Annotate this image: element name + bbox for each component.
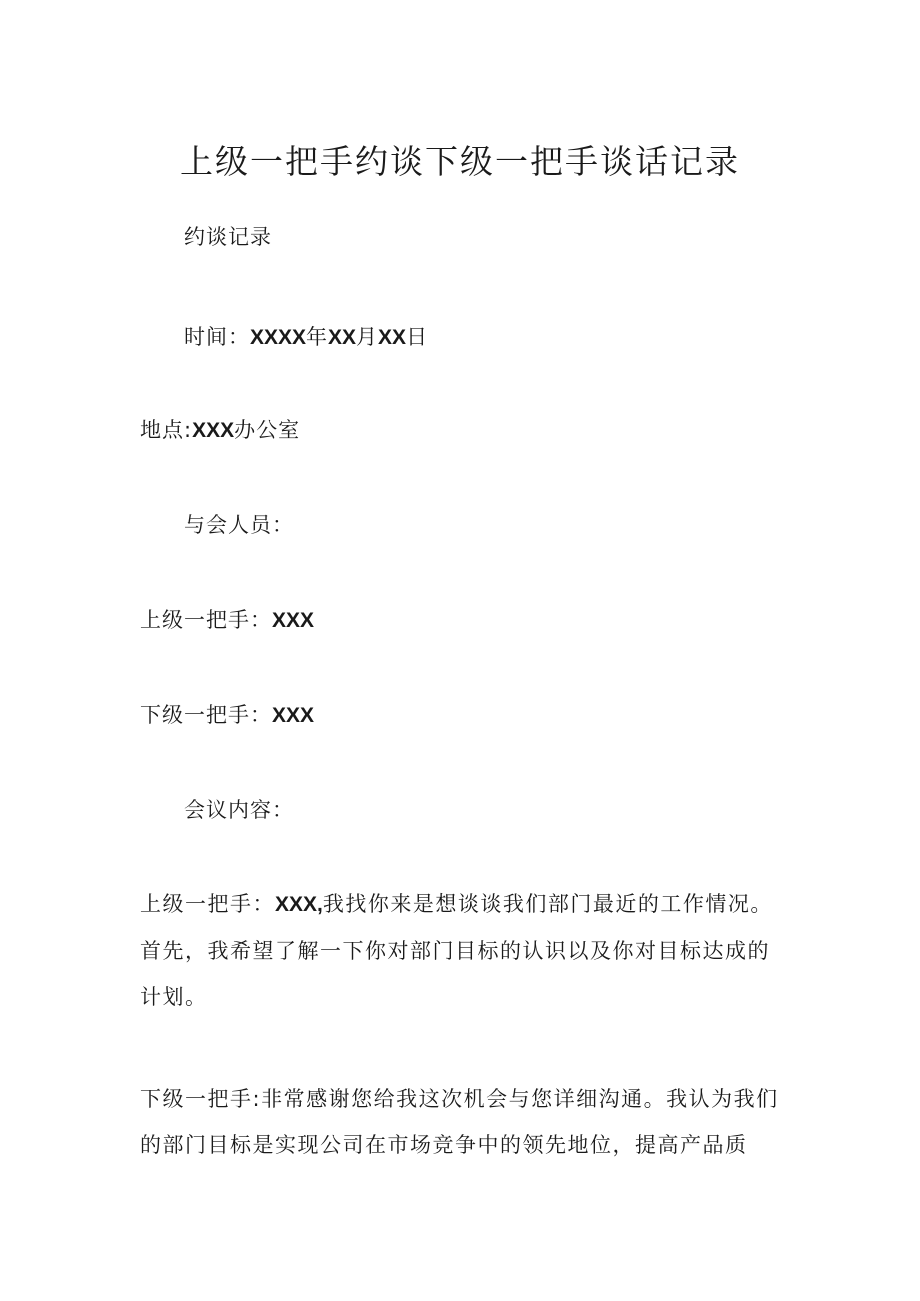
- attendees-label: 与会人员：: [184, 513, 294, 537]
- document-title: 上级一把手约谈下级一把手谈话记录: [180, 142, 740, 181]
- time-month: XX: [328, 326, 357, 349]
- dialogue-speaker: 下级一把手:: [140, 1087, 262, 1111]
- dialogue-text: 我找你来是想谈谈我们部门最近的工作情况。首先，我希望了解一下你对部门目标的认识以及你对目标达成的计划。: [140, 892, 773, 1009]
- location-suffix: 办公室: [234, 418, 301, 442]
- record-subtitle: 约谈记录: [184, 225, 272, 249]
- time-label: 时间：: [184, 325, 250, 349]
- location-value: XXX: [192, 419, 235, 442]
- time-month-unit: 月: [356, 325, 379, 349]
- dialogue-speaker: 上级一把手：: [140, 892, 275, 916]
- superior-label: 上级一把手：: [140, 608, 272, 632]
- superior-name: XXX: [272, 609, 315, 632]
- dialogue-paragraph: [140, 881, 790, 1020]
- content-label: 会议内容：: [184, 798, 294, 822]
- subordinate-label: 下级一把手：: [140, 703, 272, 727]
- meeting-location: [140, 415, 300, 446]
- time-day-unit: 日: [406, 325, 429, 349]
- time-day: XX: [378, 326, 407, 349]
- location-label: 地点:: [140, 418, 193, 442]
- time-year-unit: 年: [306, 325, 329, 349]
- meeting-time: [184, 322, 428, 353]
- dialogue-addressee: XXX,: [275, 893, 323, 916]
- subordinate-name: XXX: [272, 704, 315, 727]
- attendee-superior: [140, 605, 314, 636]
- dialogue-paragraph: [140, 1076, 790, 1168]
- dialogue-text: 非常感谢您给我这次机会与您详细沟通。我认为我们的部门目标是实现公司在市场竞争中的领先地位，提高产品质: [140, 1087, 779, 1157]
- time-year: XXXX: [250, 326, 307, 349]
- attendee-subordinate: [140, 700, 314, 731]
